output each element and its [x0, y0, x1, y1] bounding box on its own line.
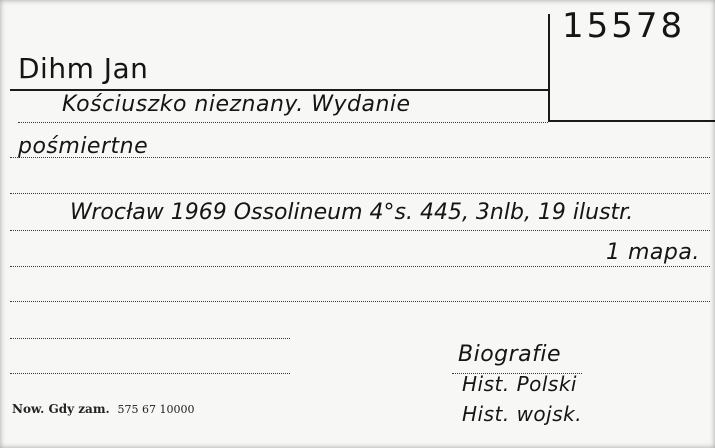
imprint-continuation: 1 mapa.	[606, 240, 700, 265]
form-code	[12, 402, 195, 416]
ruled-line	[10, 266, 710, 267]
ruled-line	[10, 301, 710, 302]
title-line-1: Kościuszko nieznany. Wydanie	[62, 92, 411, 117]
accession-box-divider	[548, 14, 550, 122]
ruled-line	[18, 122, 548, 123]
form-code-prefix: Now. Gdy zam.	[12, 402, 110, 416]
subject-heading-1: Biografie	[458, 342, 562, 367]
accession-number: 15578	[562, 6, 686, 46]
author-name: Dihm Jan	[18, 52, 149, 85]
ruled-line	[10, 338, 290, 339]
author-underline	[10, 89, 548, 91]
ruled-line	[10, 193, 710, 194]
title-line-2: pośmiertne	[18, 134, 149, 159]
ruled-line	[10, 373, 290, 374]
imprint-line: Wrocław 1969 Ossolineum 4°s. 445, 3nlb, 19 ilustr.	[70, 200, 634, 225]
subject-heading-2: Hist. Polski	[462, 372, 577, 396]
ruled-line	[10, 230, 710, 231]
accession-box-bottom	[548, 120, 715, 122]
form-code-number: 575 67 10000	[117, 403, 195, 416]
subject-heading-3: Hist. wojsk.	[462, 402, 583, 426]
